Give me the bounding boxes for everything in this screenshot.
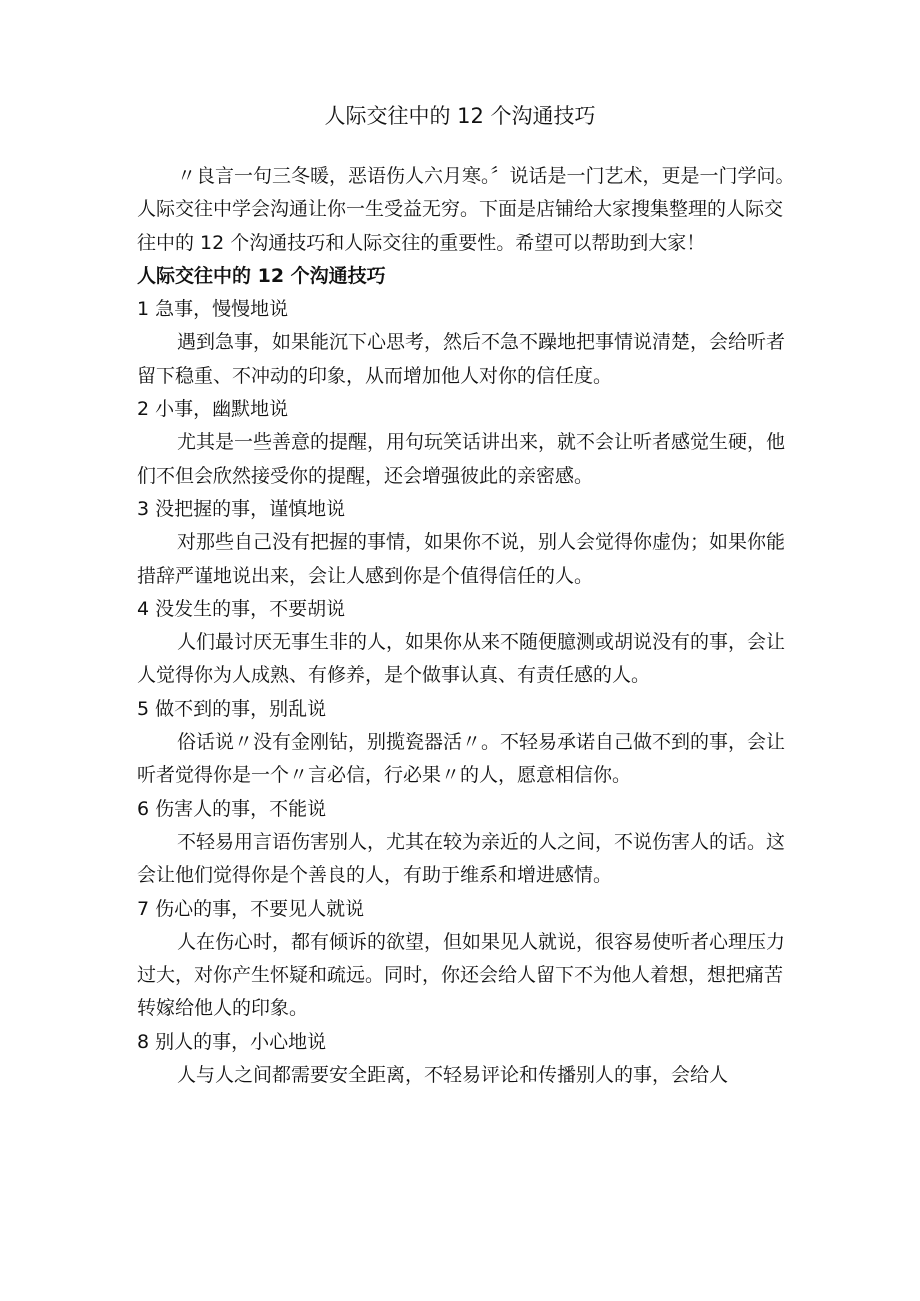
document-title: 人际交往中的 12 个沟通技巧	[324, 104, 596, 128]
item-description: 人与人之间都需要安全距离，不轻易评论和传播别人的事，会给人	[177, 1064, 729, 1087]
item-title: 2 小事，幽默地说	[137, 398, 289, 421]
section-heading: 人际交往中的 12 个沟通技巧	[137, 264, 386, 287]
item-description: 尤其是一些善意的提醒，用句玩笑话讲出来，就不会让听者感觉生硬，他们不但会欣然接受你的提醒，还会增强彼此的亲密感。	[137, 431, 786, 487]
item-description: 俗话说〃没有金刚钻，别揽瓷器活〃。不轻易承诺自己做不到的事，会让听者觉得你是一个〃言必信，行必果〃的人，愿意相信你。	[137, 731, 786, 787]
item-description: 对那些自己没有把握的事情，如果你不说，别人会觉得你虚伪；如果你能措辞严谨地说出来，会让人感到你是个值得信任的人。	[137, 531, 786, 587]
item-title: 6 伤害人的事，不能说	[137, 797, 327, 820]
item-title: 3 没把握的事，谨慎地说	[137, 497, 346, 520]
item-title: 7 伤心的事，不要见人就说	[137, 897, 365, 920]
item-title: 5 做不到的事，别乱说	[137, 697, 327, 720]
item-description: 不轻易用言语伤害别人，尤其在较为亲近的人之间，不说伤害人的话。这会让他们觉得你是个善良的人，有助于维系和增进感情。	[137, 830, 786, 887]
item-description: 遇到急事，如果能沉下心思考，然后不急不躁地把事情说清楚，会给听者留下稳重、不冲动的印象，从而增加他人对你的信任度。	[137, 331, 786, 387]
item-title: 8 别人的事，小心地说	[137, 1030, 327, 1053]
item-title: 4 没发生的事，不要胡说	[137, 597, 346, 620]
document-body	[137, 160, 797, 1092]
intro-paragraph: 〃良言一句三冬暖，恶语伤人六月寒。〞说话是一门艺术，更是一门学问。人际交往中学会沟通让你一生受益无穷。下面是店铺给大家搜集整理的人际交往中的 12 个沟通技巧和人际交往的重要性。希望可以帮助到大家！	[137, 165, 795, 254]
item-description: 人们最讨厌无事生非的人，如果你从来不随便臆测或胡说没有的事，会让人觉得你为人成熟、有修养，是个做事认真、有责任感的人。	[137, 631, 786, 687]
item-description: 人在伤心时，都有倾诉的欲望，但如果见人就说，很容易使听者心理压力过大，对你产生怀疑和疏远。同时，你还会给人留下不为他人着想，想把痛苦转嫁给他人的印象。	[137, 930, 786, 1020]
item-title: 1 急事，慢慢地说	[137, 298, 289, 321]
